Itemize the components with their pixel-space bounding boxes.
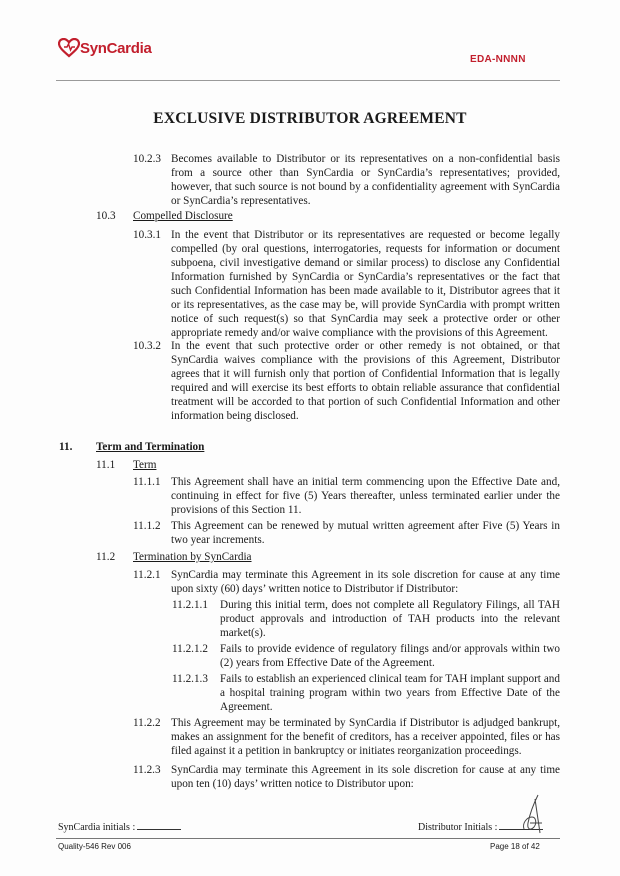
brand-name: SynCardia: [80, 40, 152, 57]
clause-number: 11.1.1: [133, 476, 161, 488]
header-divider: [56, 80, 560, 81]
section-number: 11.1: [96, 459, 116, 471]
clause-text: This Agreement may be terminated by SynCardia if Distributor is adjudged bankrupt, makes an assignment for the benefit of creditors, has a receiver appointed, files or has filed against it a petition in bankruptcy or initiates reorganization proceedings.: [171, 717, 560, 757]
section-heading: Compelled Disclosure: [133, 210, 233, 222]
heart-logo-icon: [58, 38, 80, 58]
clause-text: In the event that Distributor or its representatives are requested or become legally compelled (by oral questions, interrogatories, requests for information or document subpoena, civil investigative demand or similar process) to disclose any Confidential Information furnished by SynCardia or SynCardia’s representatives or the fact that such Confidential Information has been made available to it, Distributor agrees that it or its representatives, as the case may be, will provide SynCardia with prompt written notice of such request(s) so that SynCardia may seek a protective order or other appropriate remedy and/or waive compliance with the provisions of this Agreement.: [171, 229, 560, 339]
clause-number: 10.3.1: [133, 229, 161, 241]
clause-text: SynCardia may terminate this Agreement in its sole discretion for cause at any time upon ten (10) days’ written notice to Distributor upon:: [171, 764, 560, 790]
clause-number: 10.2.3: [133, 153, 161, 165]
page-number: Page 18 of 42: [490, 842, 540, 851]
clause-text: SynCardia may terminate this Agreement in its sole discretion for cause at any time upon sixty (60) days’ written notice to Distributor if Distributor:: [171, 569, 560, 595]
footer-divider: [56, 838, 560, 839]
subclause-number: 11.2.1.3: [172, 673, 208, 685]
clause-number: 11.2.3: [133, 764, 161, 776]
distributor-initials: Distributor Initials :: [418, 820, 543, 833]
clause-text: In the event that such protective order or other remedy is not obtained, or that SynCardia waives compliance with the provisions of this Agreement, Distributor agrees that it will furnish only that portion of Confidential Information that is legally required and will exercise its best efforts to obtain reliable assurance that confidential treatment will be accorded to that portion of such Confidential Information and other information being disclosed.: [171, 340, 560, 422]
clause-number: 10.3.2: [133, 340, 161, 352]
clause-number: 11.2.1: [133, 569, 161, 581]
page-title: EXCLUSIVE DISTRIBUTOR AGREEMENT: [153, 110, 467, 127]
section-heading: Termination by SynCardia: [133, 551, 252, 563]
clause-text: This Agreement can be renewed by mutual written agreement after Five (5) Years in two year increments.: [171, 520, 560, 546]
syncardia-initials-blank: [137, 820, 181, 830]
subclause-number: 11.2.1.2: [172, 643, 208, 655]
section-number: 11.2: [96, 551, 116, 563]
article-heading: Term and Termination: [96, 441, 205, 453]
clause-text: This Agreement shall have an initial term commencing upon the Effective Date and, continuing in effect for five (5) Years thereafter, unless terminated earlier under the provisions of this Section 11.: [171, 476, 560, 516]
section-number: 10.3: [96, 210, 116, 222]
syncardia-logo: [58, 38, 168, 60]
clause-number: 11.2.2: [133, 717, 161, 729]
clause-text: Becomes available to Distributor or its representatives on a non-confidential basis from a source other than SynCardia or SynCardia’s representatives; provided, however, that such source is not bound by a confidentiality agreement with SynCardia or SynCardia’s representatives.: [171, 153, 560, 207]
section-heading: Term: [133, 459, 157, 471]
article-number: 11.: [59, 441, 73, 453]
distributor-signature-icon: [512, 793, 552, 835]
subclause-text: Fails to establish an experienced clinical team for TAH implant support and a hospital training program within two years from Effective Date of the Agreement.: [220, 673, 560, 713]
subclause-text: Fails to provide evidence of regulatory filings and/or approvals within two (2) years from Effective Date of the Agreement.: [220, 643, 560, 669]
clause-number: 11.1.2: [133, 520, 161, 532]
form-number: Quality-546 Rev 006: [58, 842, 131, 851]
subclause-number: 11.2.1.1: [172, 599, 208, 611]
syncardia-initials: SynCardia initials :: [58, 820, 181, 833]
subclause-text: During this initial term, does not complete all Regulatory Filings, all TAH product approvals and introduction of TAH products into the relevant market(s).: [220, 599, 560, 639]
document-number: EDA-NNNN: [470, 54, 526, 65]
